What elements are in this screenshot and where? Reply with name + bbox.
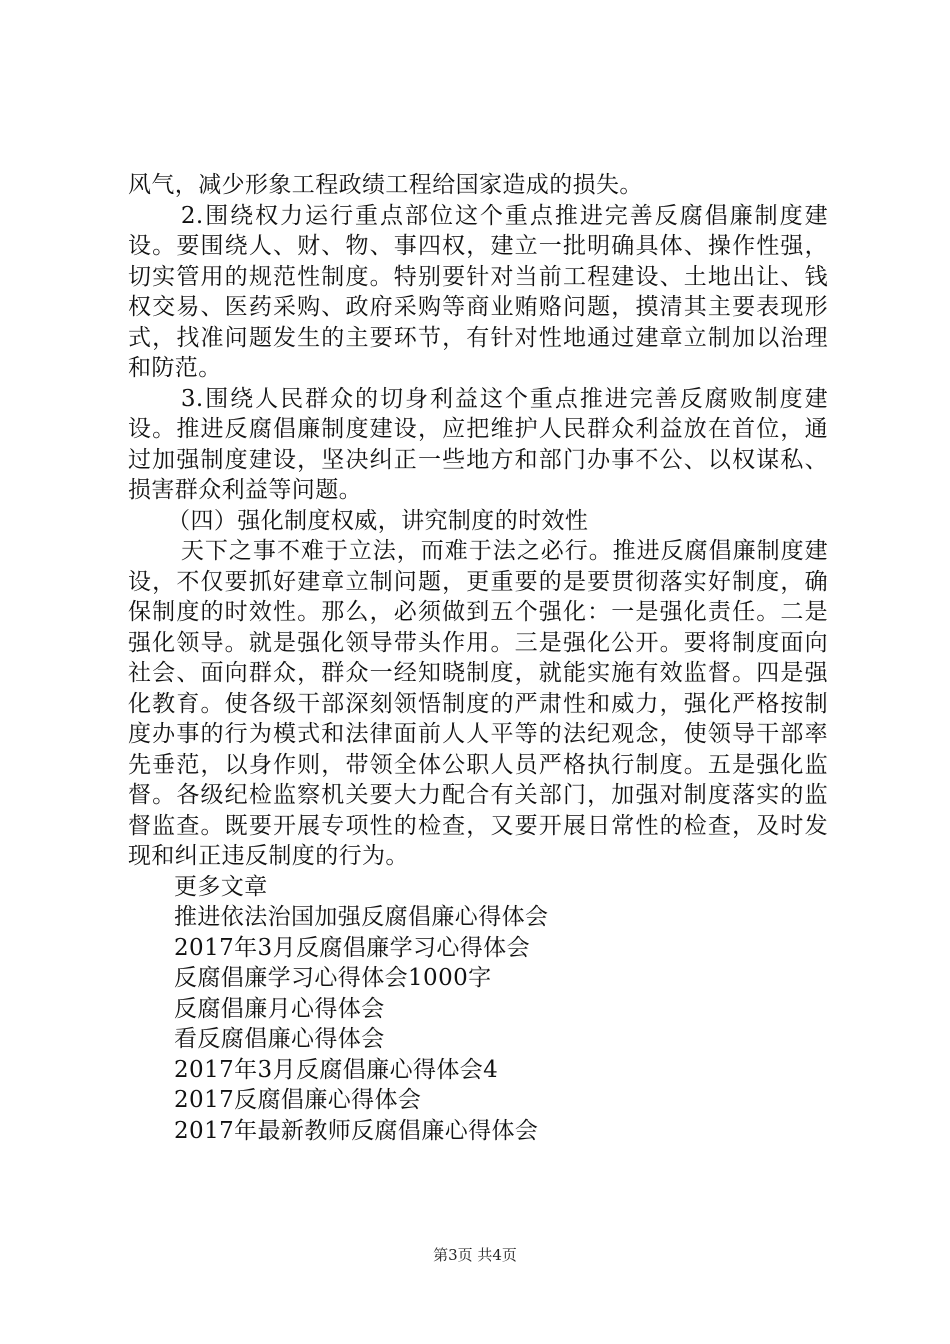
more-articles-list [128, 902, 828, 1146]
paragraph-section-four: 天下之事不难于立法，而难于法之必行。推进反腐倡廉制度建设，不仅要抓好建章立制问题，更重要的是要贯彻落实好制度，确保制度的时效性。那么，必须做到五个强化：一是强化责任。二是强化领导。就是强化领导带头作用。三是强化公开。要将制度面向社会、面向群众，群众一经知晓制度，就能实施有效监督。四是强化教育。使各级干部深刻领悟制度的严肃性和威力，强化严格按制度办事的行为模式和法律面前人人平等的法纪观念，使领导干部率先垂范，以身作则，带领全体公职人员严格执行制度。五是强化监督。各级纪检监察机关要大力配合有关部门，加强对制度落实的监督监查。既要开展专项性的检查，又要开展日常性的检查，及时发现和纠正违反制度的行为。 [128, 538, 828, 869]
section-heading: （四）强化制度权威，讲究制度的时效性 [167, 507, 589, 534]
page-footer: 第3页 共4页 [433, 1246, 517, 1264]
more-article-link[interactable]: 2017年3月反腐倡廉心得体会4 [174, 1056, 499, 1083]
more-article-link[interactable]: 2017年最新教师反腐倡廉心得体会 [174, 1117, 539, 1144]
document-body [128, 170, 828, 1146]
more-article-link[interactable]: 看反腐倡廉心得体会 [174, 1026, 385, 1052]
more-article-link[interactable]: 2017年3月反腐倡廉学习心得体会 [174, 934, 530, 961]
more-article-link[interactable]: 反腐倡廉月心得体会 [174, 995, 385, 1022]
more-article-link[interactable]: 推进依法治国加强反腐倡廉心得体会 [174, 904, 549, 930]
paragraph-item-3: 3.围绕人民群众的切身利益这个重点推进完善反腐败制度建设。推进反腐倡廉制度建设，应把维护人民群众利益放在首位，通过加强制度建设，坚决纠正一些地方和部门办事不公、以权谋私、损害群众利益等问题。 [128, 385, 828, 503]
paragraph-item-2: 2.围绕权力运行重点部位这个重点推进完善反腐倡廉制度建设。要围绕人、财、物、事四权，建立一批明确具体、操作性强，切实管用的规范性制度。特别要针对当前工程建设、土地出让、钱权交易、医药采购、政府采购等商业贿赂问题，摸清其主要表现形式，找准问题发生的主要环节，有针对性地通过建章立制加以治理和防范。 [128, 202, 828, 381]
more-article-link[interactable]: 反腐倡廉学习心得体会1000字 [174, 965, 492, 991]
more-articles-title: 更多文章 [174, 873, 268, 900]
paragraph-continuation: 风气，减少形象工程政绩工程给国家造成的损失。 [128, 172, 643, 198]
more-article-link[interactable]: 2017反腐倡廉心得体会 [174, 1087, 422, 1113]
